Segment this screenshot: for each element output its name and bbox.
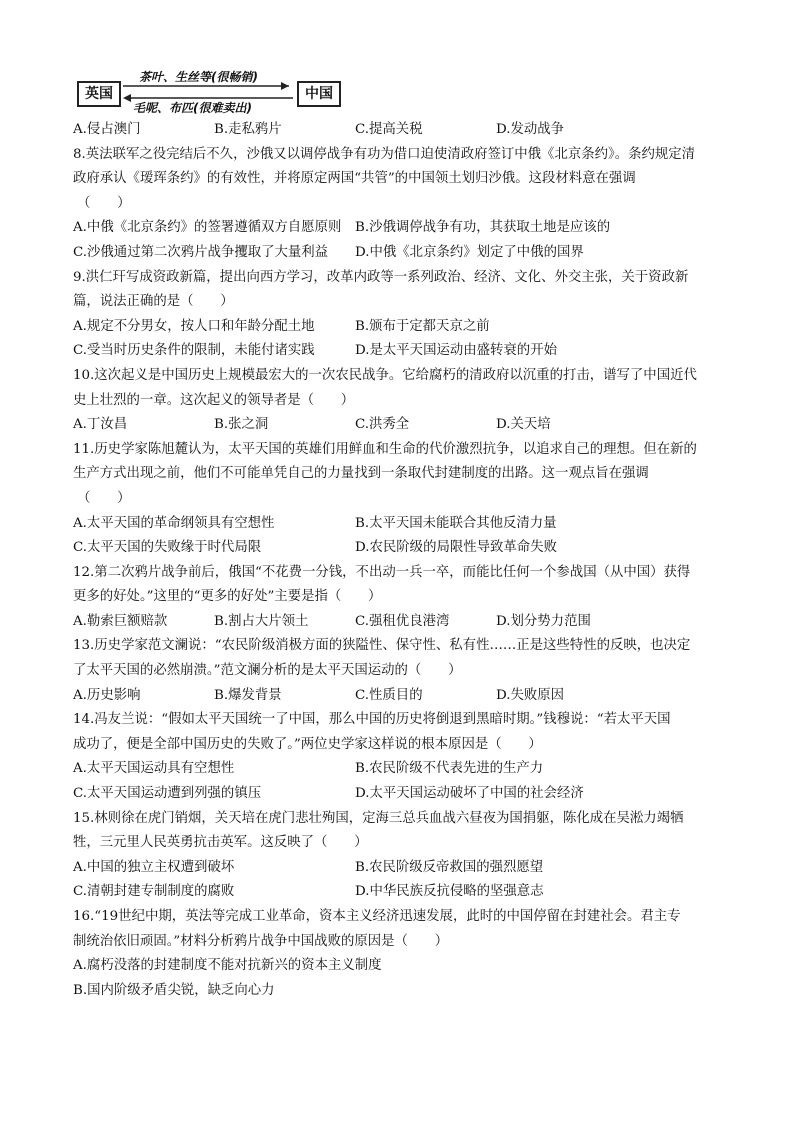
q10-option-d[interactable]: D.关天培	[496, 417, 551, 433]
q9-option-d[interactable]: D.是太平天国运动由盛转衰的开始	[355, 343, 557, 359]
q11-stem-line-1: 11.历史学家陈旭麓认为，太平天国的英雄们用鲜血和生命的代价激烈抗争，以追求自己的理想。但在新的	[73, 441, 697, 457]
q8-option-c[interactable]: C.沙俄通过第二次鸦片战争攫取了大量利益	[73, 244, 329, 260]
q12-option-c[interactable]: C.强租优良港湾	[355, 613, 450, 629]
q13-stem-line-1: 13.历史学家范文澜说：“农民阶级消极方面的狭隘性、保守性、私有性……正是这些特性的反映，也决定	[73, 638, 691, 654]
q10-option-a[interactable]: A.丁汝昌	[73, 417, 128, 433]
q8-stem-line-1: 8.英法联军之役完结后不久，沙俄又以调停战争有功为借口迫使清政府签订中俄《北京条约》。条约规定清	[73, 146, 696, 162]
q8-options-row-1	[73, 216, 723, 241]
q12-options	[73, 610, 723, 635]
q12-stem-line-1: 12.第二次鸦片战争前后，俄国“不花费一分钱，不出动一兵一卒，而能比任何一个参战国（从中国）获得	[73, 564, 691, 580]
export-label: 茶叶、生丝等(很畅销)	[139, 70, 258, 84]
q9-stem-line-2: 篇，说法正确的是（ ）	[73, 294, 234, 310]
q10-stem-line-1: 10.这次起义是中国历史上规模最宏大的一次农民战争。它给腐朽的清政府以沉重的打击，谱写了中国近代	[73, 367, 697, 383]
q9-option-b[interactable]: B.颁布于定都天京之前	[355, 318, 490, 334]
q15-options-row-1	[73, 856, 723, 881]
exam-page	[73, 68, 723, 1003]
q9-options-row-1	[73, 315, 723, 340]
q14-stem-line-2: 成功了，便是全部中国历史的失败了。”两位史学家这样说的根本原因是（ ）	[73, 736, 542, 752]
q9-option-c[interactable]: C.受当时历史条件的限制，未能付诸实践	[73, 343, 315, 359]
q14-option-b[interactable]: B.农民阶级不代表先进的生产力	[355, 761, 544, 777]
q13-option-a[interactable]: A.历史影响	[73, 687, 141, 703]
q15-stem-line-2: 牲，三元里人民英勇抗击英军。这反映了（ ）	[73, 835, 368, 851]
q11-option-d[interactable]: D.农民阶级的局限性导致革命失败	[355, 540, 557, 556]
q12-option-b[interactable]: B.割占大片领土	[214, 613, 309, 629]
q9-option-a[interactable]: A.规定不分男女，按人口和年龄分配土地	[73, 318, 315, 334]
q11-answer-blank: （ ）	[77, 490, 131, 506]
q15-options-row-2	[73, 880, 723, 905]
q10-option-c[interactable]: C.洪秀全	[355, 417, 410, 433]
q15-stem-line-1: 15.林则徐在虎门销烟，关天培在虎门悲壮殉国，定海三总兵血战六昼夜为国捐躯，陈化成在吴淞力竭牺	[73, 810, 684, 826]
q11-stem-line-2: 生产方式出现之前，他们不可能单凭自己的力量找到一条取代封建制度的出路。这一观点旨在强调	[73, 466, 649, 482]
trade-diagram	[77, 68, 723, 118]
q8-option-d[interactable]: D.中俄《北京条约》划定了中俄的国界	[355, 244, 584, 260]
q8-option-b[interactable]: B.沙俄调停战争有功，其获取土地是应该的	[355, 220, 611, 236]
q15-option-d[interactable]: D.中华民族反抗侵略的坚强意志	[355, 884, 544, 900]
q9-options-row-2	[73, 339, 723, 364]
q16-stem-line-2: 制统治依旧顽固。”材料分析鸦片战争中国战败的原因是（ ）	[73, 933, 449, 949]
q8-options-row-2	[73, 241, 723, 266]
q9-stem-line-1: 9.洪仁玕写成资政新篇，提出向西方学习，改革内政等一系列政治、经济、文化、外交主张，关于资政新	[73, 269, 689, 285]
q13-option-d[interactable]: D.失败原因	[496, 687, 565, 703]
q7-options	[73, 118, 723, 143]
q11-option-a[interactable]: A.太平天国的革命纲领具有空想性	[73, 515, 275, 531]
q7-option-a[interactable]: A.侵占澳门	[73, 122, 141, 137]
q7-option-d[interactable]: D.发动战争	[496, 122, 565, 137]
q13-options	[73, 684, 723, 709]
q14-options-row-2	[73, 782, 723, 807]
q7-option-c[interactable]: C.提高关税	[355, 122, 423, 137]
q14-option-c[interactable]: C.太平天国运动遭到列强的镇压	[73, 786, 262, 802]
q14-stem-line-1: 14.冯友兰说：“假如太平天国统一了中国，那么中国的历史将倒退到黑暗时期。”钱穆说：“若太平天国	[73, 712, 671, 728]
q10-option-b[interactable]: B.张之洞	[214, 417, 269, 433]
q13-option-c[interactable]: C.性质目的	[355, 687, 423, 703]
q12-option-a[interactable]: A.勒索巨额赔款	[73, 613, 168, 629]
britain-box: 英国	[77, 81, 121, 107]
q14-option-d[interactable]: D.太平天国运动破坏了中国的社会经济	[355, 786, 584, 802]
q10-options	[73, 413, 723, 438]
q11-options-row-1	[73, 512, 723, 537]
q11-option-b[interactable]: B.太平天国未能联合其他反清力量	[355, 515, 557, 531]
q13-stem-line-2: 了太平天国的必然崩溃。”范文澜分析的是太平天国运动的（ ）	[73, 663, 462, 679]
q7-option-b[interactable]: B.走私鸦片	[214, 122, 282, 137]
q14-options-row-1	[73, 757, 723, 782]
q14-option-a[interactable]: A.太平天国运动具有空想性	[73, 761, 235, 777]
q12-stem-line-2: 更多的好处。”这里的“更多的好处”主要是指（ ）	[73, 589, 382, 605]
q11-option-c[interactable]: C.太平天国的失败缘于时代局限	[73, 540, 262, 556]
q11-options-row-2	[73, 536, 723, 561]
import-label: 毛呢、布匹(很难卖出)	[133, 101, 252, 115]
q16-option-b[interactable]: B.国内阶级矛盾尖锐，缺乏向心力	[73, 982, 275, 998]
q8-stem-line-2: 政府承认《瑷珲条约》的有效性，并将原定两国“共管”的中国领土划归沙俄。这段材料意在强调	[73, 171, 636, 187]
q16-stem-line-1: 16.“19世纪中期，英法等完成工业革命，资本主义经济迅速发展，此时的中国停留在封建社会。君主专	[73, 909, 681, 924]
q13-option-b[interactable]: B.爆发背景	[214, 687, 282, 703]
q15-option-c[interactable]: C.清朝封建专制制度的腐败	[73, 884, 235, 900]
q16-option-a[interactable]: A.腐朽没落的封建制度不能对抗新兴的资本主义制度	[73, 958, 382, 974]
q15-option-a[interactable]: A.中国的独立主权遭到破坏	[73, 859, 235, 875]
q10-stem-line-2: 史上壮烈的一章。这次起义的领导者是（ ）	[73, 392, 355, 408]
q15-option-b[interactable]: B.农民阶级反帝救国的强烈愿望	[355, 859, 544, 875]
trade-arrows	[121, 68, 295, 118]
q8-option-a[interactable]: A.中俄《北京条约》的签署遵循双方自愿原则	[73, 220, 342, 236]
china-box: 中国	[297, 81, 341, 107]
q8-answer-blank: （ ）	[77, 195, 131, 211]
q12-option-d[interactable]: D.划分势力范围	[496, 613, 591, 629]
